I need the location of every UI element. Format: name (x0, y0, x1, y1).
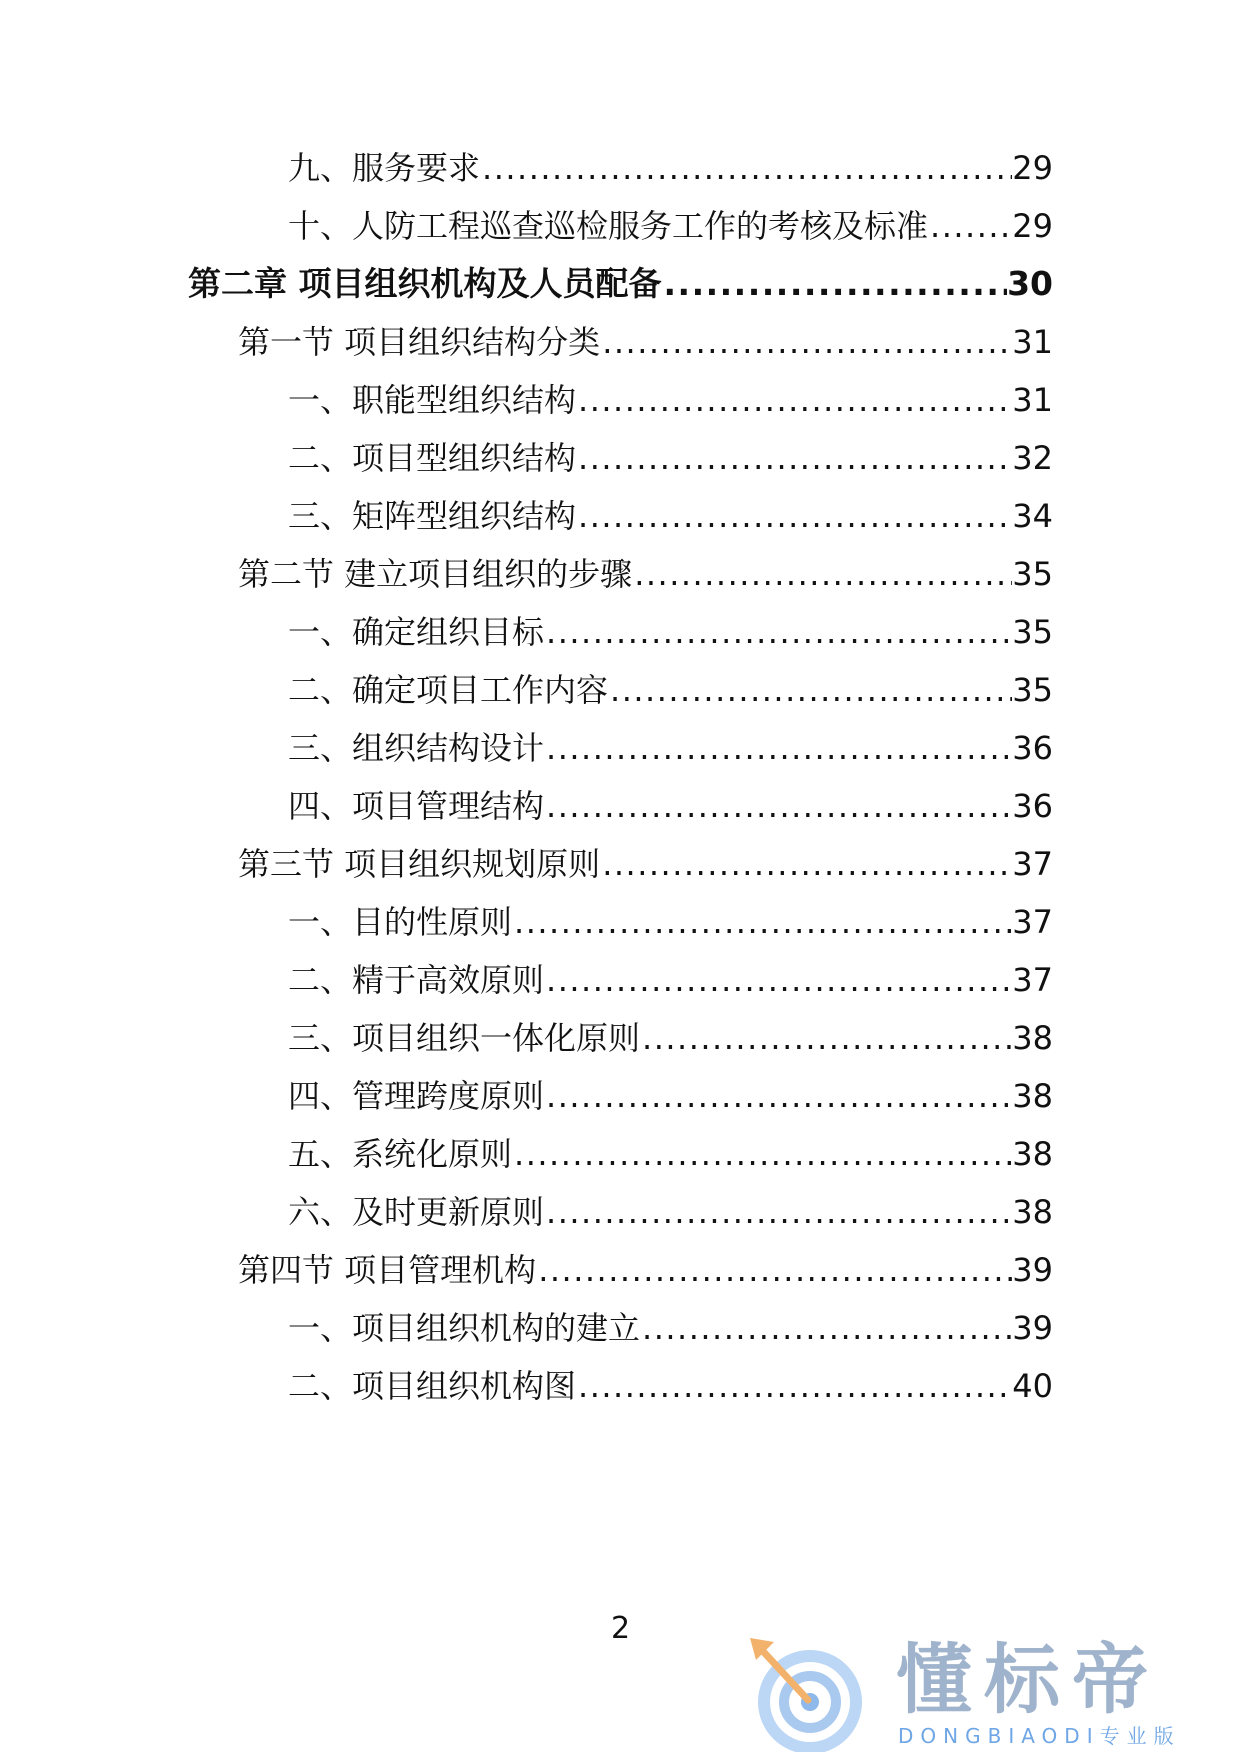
toc-dot-leader (544, 958, 1012, 1002)
toc-entry-title: 二、确定项目工作内容 (288, 671, 609, 709)
toc-entry-title: 五、系统化原则 (288, 1135, 513, 1173)
toc-entry[interactable] (288, 1190, 1053, 1234)
toc-entry[interactable] (288, 726, 1053, 770)
toc-entry-title: 一、职能型组织结构 (288, 381, 577, 419)
toc-entry-title: 六、及时更新原则 (288, 1193, 545, 1231)
toc-entry-title: 第一节 项目组织结构分类 (238, 323, 601, 361)
toc-entry-page: 29 (1012, 207, 1053, 245)
toc-entry-page: 37 (1012, 961, 1053, 999)
toc-section-entry[interactable] (238, 1248, 1053, 1292)
toc-dot-leader (662, 262, 1008, 306)
toc-dot-leader (544, 784, 1012, 828)
watermark-subtitle: DONGBIAODI专业版 (898, 1724, 1181, 1748)
toc-entry-page: 36 (1012, 787, 1053, 825)
toc-section-entry[interactable] (238, 320, 1053, 364)
toc-entry[interactable] (288, 958, 1053, 1002)
toc-dot-leader (576, 494, 1012, 538)
toc-dot-leader (608, 668, 1012, 712)
toc-dot-leader (640, 1306, 1012, 1350)
toc-entry[interactable] (288, 784, 1053, 828)
toc-dot-leader (544, 1190, 1012, 1234)
toc-entry[interactable] (288, 1016, 1053, 1060)
toc-entry[interactable] (288, 146, 1053, 190)
toc-entry[interactable] (288, 668, 1053, 712)
toc-entry-title: 三、矩阵型组织结构 (288, 497, 577, 535)
toc-entry-title: 二、精于高效原则 (288, 961, 545, 999)
toc-entry-title: 九、服务要求 (288, 149, 481, 187)
toc-entry-page: 38 (1012, 1019, 1053, 1057)
toc-entry-page: 35 (1012, 671, 1053, 709)
watermark-logo (748, 1636, 1218, 1752)
toc-entry-page: 38 (1012, 1193, 1053, 1231)
toc-entry-page: 39 (1012, 1309, 1053, 1347)
toc-entry-page: 35 (1012, 613, 1053, 651)
toc-entry-page: 37 (1012, 903, 1053, 941)
toc-entry[interactable] (288, 1074, 1053, 1118)
toc-entry-page: 39 (1012, 1251, 1053, 1289)
toc-entry-title: 四、管理跨度原则 (288, 1077, 545, 1115)
toc-section-entry[interactable] (238, 552, 1053, 596)
target-arrow-icon (748, 1636, 878, 1752)
page-number: 2 (610, 1611, 631, 1646)
toc-entry-title: 三、组织结构设计 (288, 729, 545, 767)
toc-entry-title: 二、项目组织机构图 (288, 1367, 577, 1405)
toc-entry[interactable] (288, 610, 1053, 654)
watermark-brand: 懂标帝 (896, 1635, 1160, 1724)
toc-dot-leader (632, 552, 1012, 596)
toc-entry-page: 38 (1012, 1135, 1053, 1173)
toc-dot-leader (480, 146, 1012, 190)
toc-dot-leader (576, 436, 1012, 480)
toc-entry[interactable] (288, 204, 1053, 248)
toc-entry[interactable] (288, 1306, 1053, 1350)
toc-entry-title: 一、目的性原则 (288, 903, 513, 941)
toc-entry-title: 一、项目组织机构的建立 (288, 1309, 641, 1347)
toc-entry-title: 第三节 项目组织规划原则 (238, 845, 601, 883)
toc-entry-title: 第二节 建立项目组织的步骤 (238, 555, 633, 593)
toc-entry-page: 34 (1012, 497, 1053, 535)
toc-entry-page: 38 (1012, 1077, 1053, 1115)
toc-dot-leader (576, 1364, 1012, 1408)
toc-entry-page: 37 (1012, 845, 1053, 883)
toc-entry-title: 第二章 项目组织机构及人员配备 (188, 264, 662, 303)
toc-entry-title: 三、项目组织一体化原则 (288, 1019, 641, 1057)
toc-dot-leader (600, 842, 1012, 886)
toc-entry-title: 第四节 项目管理机构 (238, 1251, 537, 1289)
toc-entry-page: 32 (1012, 439, 1053, 477)
toc-dot-leader (512, 1132, 1012, 1176)
toc-entry-page: 30 (1007, 264, 1053, 303)
toc-entry[interactable] (288, 900, 1053, 944)
toc-section-entry[interactable] (238, 842, 1053, 886)
toc-dot-leader (512, 900, 1012, 944)
toc-entry-page: 36 (1012, 729, 1053, 767)
toc-entry-title: 十、人防工程巡查巡检服务工作的考核及标准 (288, 207, 929, 245)
toc-dot-leader (640, 1016, 1012, 1060)
toc-entry-title: 四、项目管理结构 (288, 787, 545, 825)
toc-entry-page: 40 (1012, 1367, 1053, 1405)
toc-dot-leader (544, 726, 1012, 770)
toc-entry-title: 一、确定组织目标 (288, 613, 545, 651)
toc-entry[interactable] (288, 436, 1053, 480)
toc-dot-leader (536, 1248, 1012, 1292)
toc-entry-page: 29 (1012, 149, 1053, 187)
toc-chapter-entry[interactable] (188, 262, 1053, 306)
toc-entry-page: 35 (1012, 555, 1053, 593)
toc-dot-leader (544, 610, 1012, 654)
toc-dot-leader (544, 1074, 1012, 1118)
toc-dot-leader (928, 204, 1012, 248)
toc-dot-leader (576, 378, 1012, 422)
toc-entry-page: 31 (1012, 381, 1053, 419)
toc-entry[interactable] (288, 1364, 1053, 1408)
toc-entry[interactable] (288, 494, 1053, 538)
toc-entry-page: 31 (1012, 323, 1053, 361)
toc-entry[interactable] (288, 378, 1053, 422)
toc-entry-title: 二、项目型组织结构 (288, 439, 577, 477)
toc-entry[interactable] (288, 1132, 1053, 1176)
toc-dot-leader (600, 320, 1012, 364)
